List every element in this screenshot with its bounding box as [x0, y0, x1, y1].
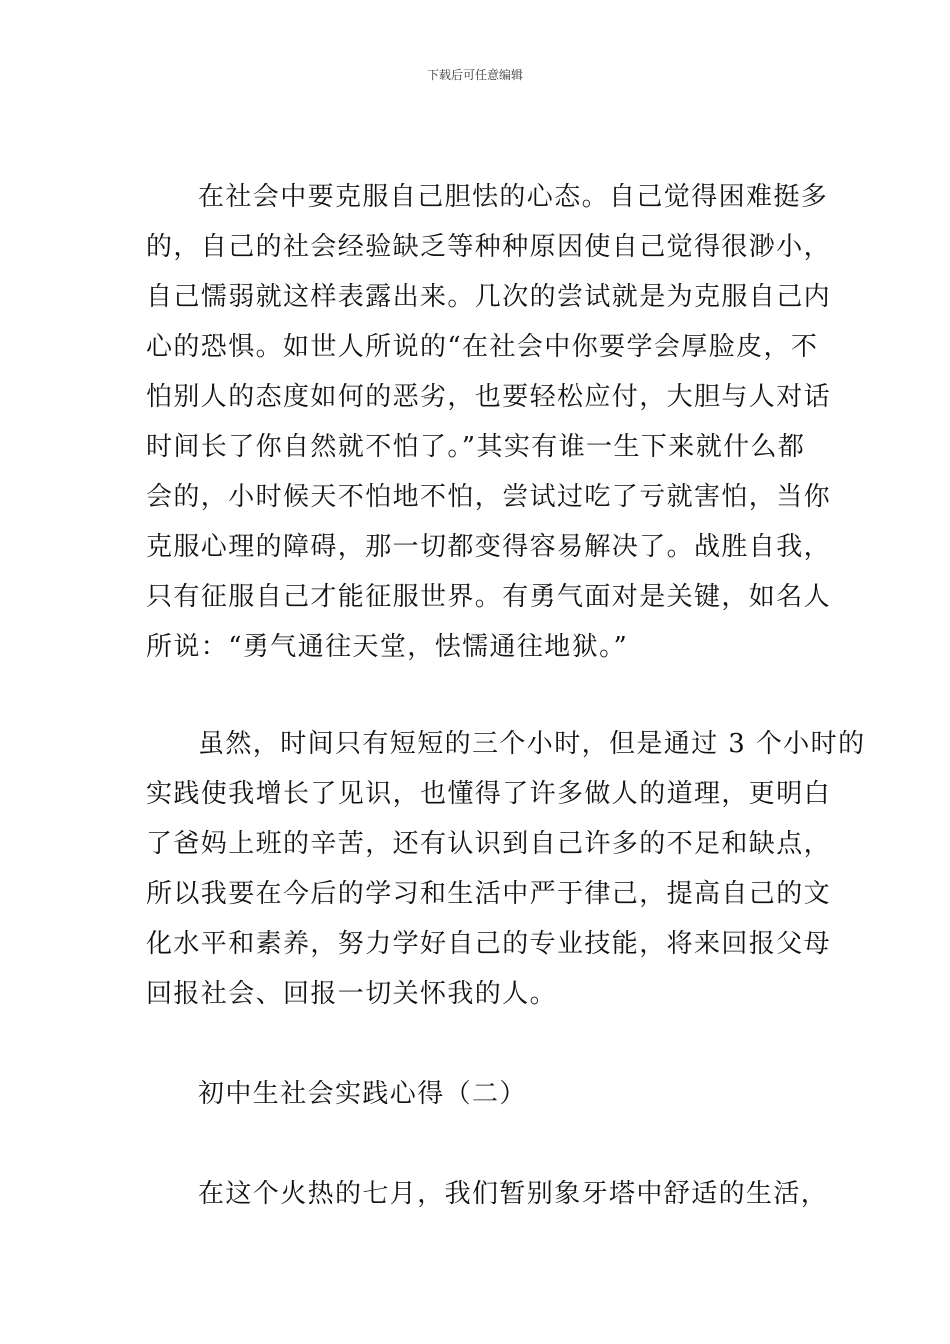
text-line: 化水平和素养，努力学好自己的专业技能，将来回报父母 [146, 929, 832, 959]
page-header-note: 下载后可任意编辑 [426, 68, 523, 82]
text-line: 回报社会、回报一切关怀我的人。 [146, 979, 558, 1009]
paragraph-overcoming-timidity [146, 172, 832, 672]
paragraph-july-intro [146, 1169, 829, 1219]
text-line: 的，自己的社会经验缺乏等种种原因使自己觉得很渺小， [146, 232, 832, 262]
text-line: 时间长了你自然就不怕了。”其实有谁一生下来就什么都 [146, 432, 806, 462]
text-line: 虽然，时间只有短短的三个小时，但是通过 3 个小时的 [198, 729, 866, 759]
text-line: 了爸妈上班的辛苦，还有认识到自己许多的不足和缺点， [146, 829, 832, 859]
text-line: 所说：“勇气通往天堂，怯懦通往地狱。” [146, 632, 629, 662]
text-line: 怕别人的态度如何的恶劣，也要轻松应付，大胆与人对话 [146, 382, 832, 412]
text-line: 所以我要在今后的学习和生活中严于律己，提高自己的文 [146, 879, 832, 909]
text-line: 自己懦弱就这样表露出来。几次的尝试就是为克服自己内 [146, 282, 832, 312]
section-title: 初中生社会实践心得（二） [198, 1079, 527, 1109]
paragraph-three-hours-practice [146, 719, 866, 1019]
text-line: 在这个火热的七月，我们暂别象牙塔中舒适的生活， [198, 1179, 829, 1209]
text-line: 实践使我增长了见识，也懂得了许多做人的道理，更明白 [146, 779, 832, 809]
text-line: 会的，小时候天不怕地不怕，尝试过吃了亏就害怕，当你 [146, 482, 832, 512]
text-line: 心的恐惧。如世人所说的“在社会中你要学会厚脸皮，不 [146, 332, 819, 362]
text-line: 只有征服自己才能征服世界。有勇气面对是关键，如名人 [146, 582, 832, 612]
text-line: 克服心理的障碍，那一切都变得容易解决了。战胜自我， [146, 532, 832, 562]
text-line: 在社会中要克服自己胆怯的心态。自己觉得困难挺多 [198, 182, 829, 212]
